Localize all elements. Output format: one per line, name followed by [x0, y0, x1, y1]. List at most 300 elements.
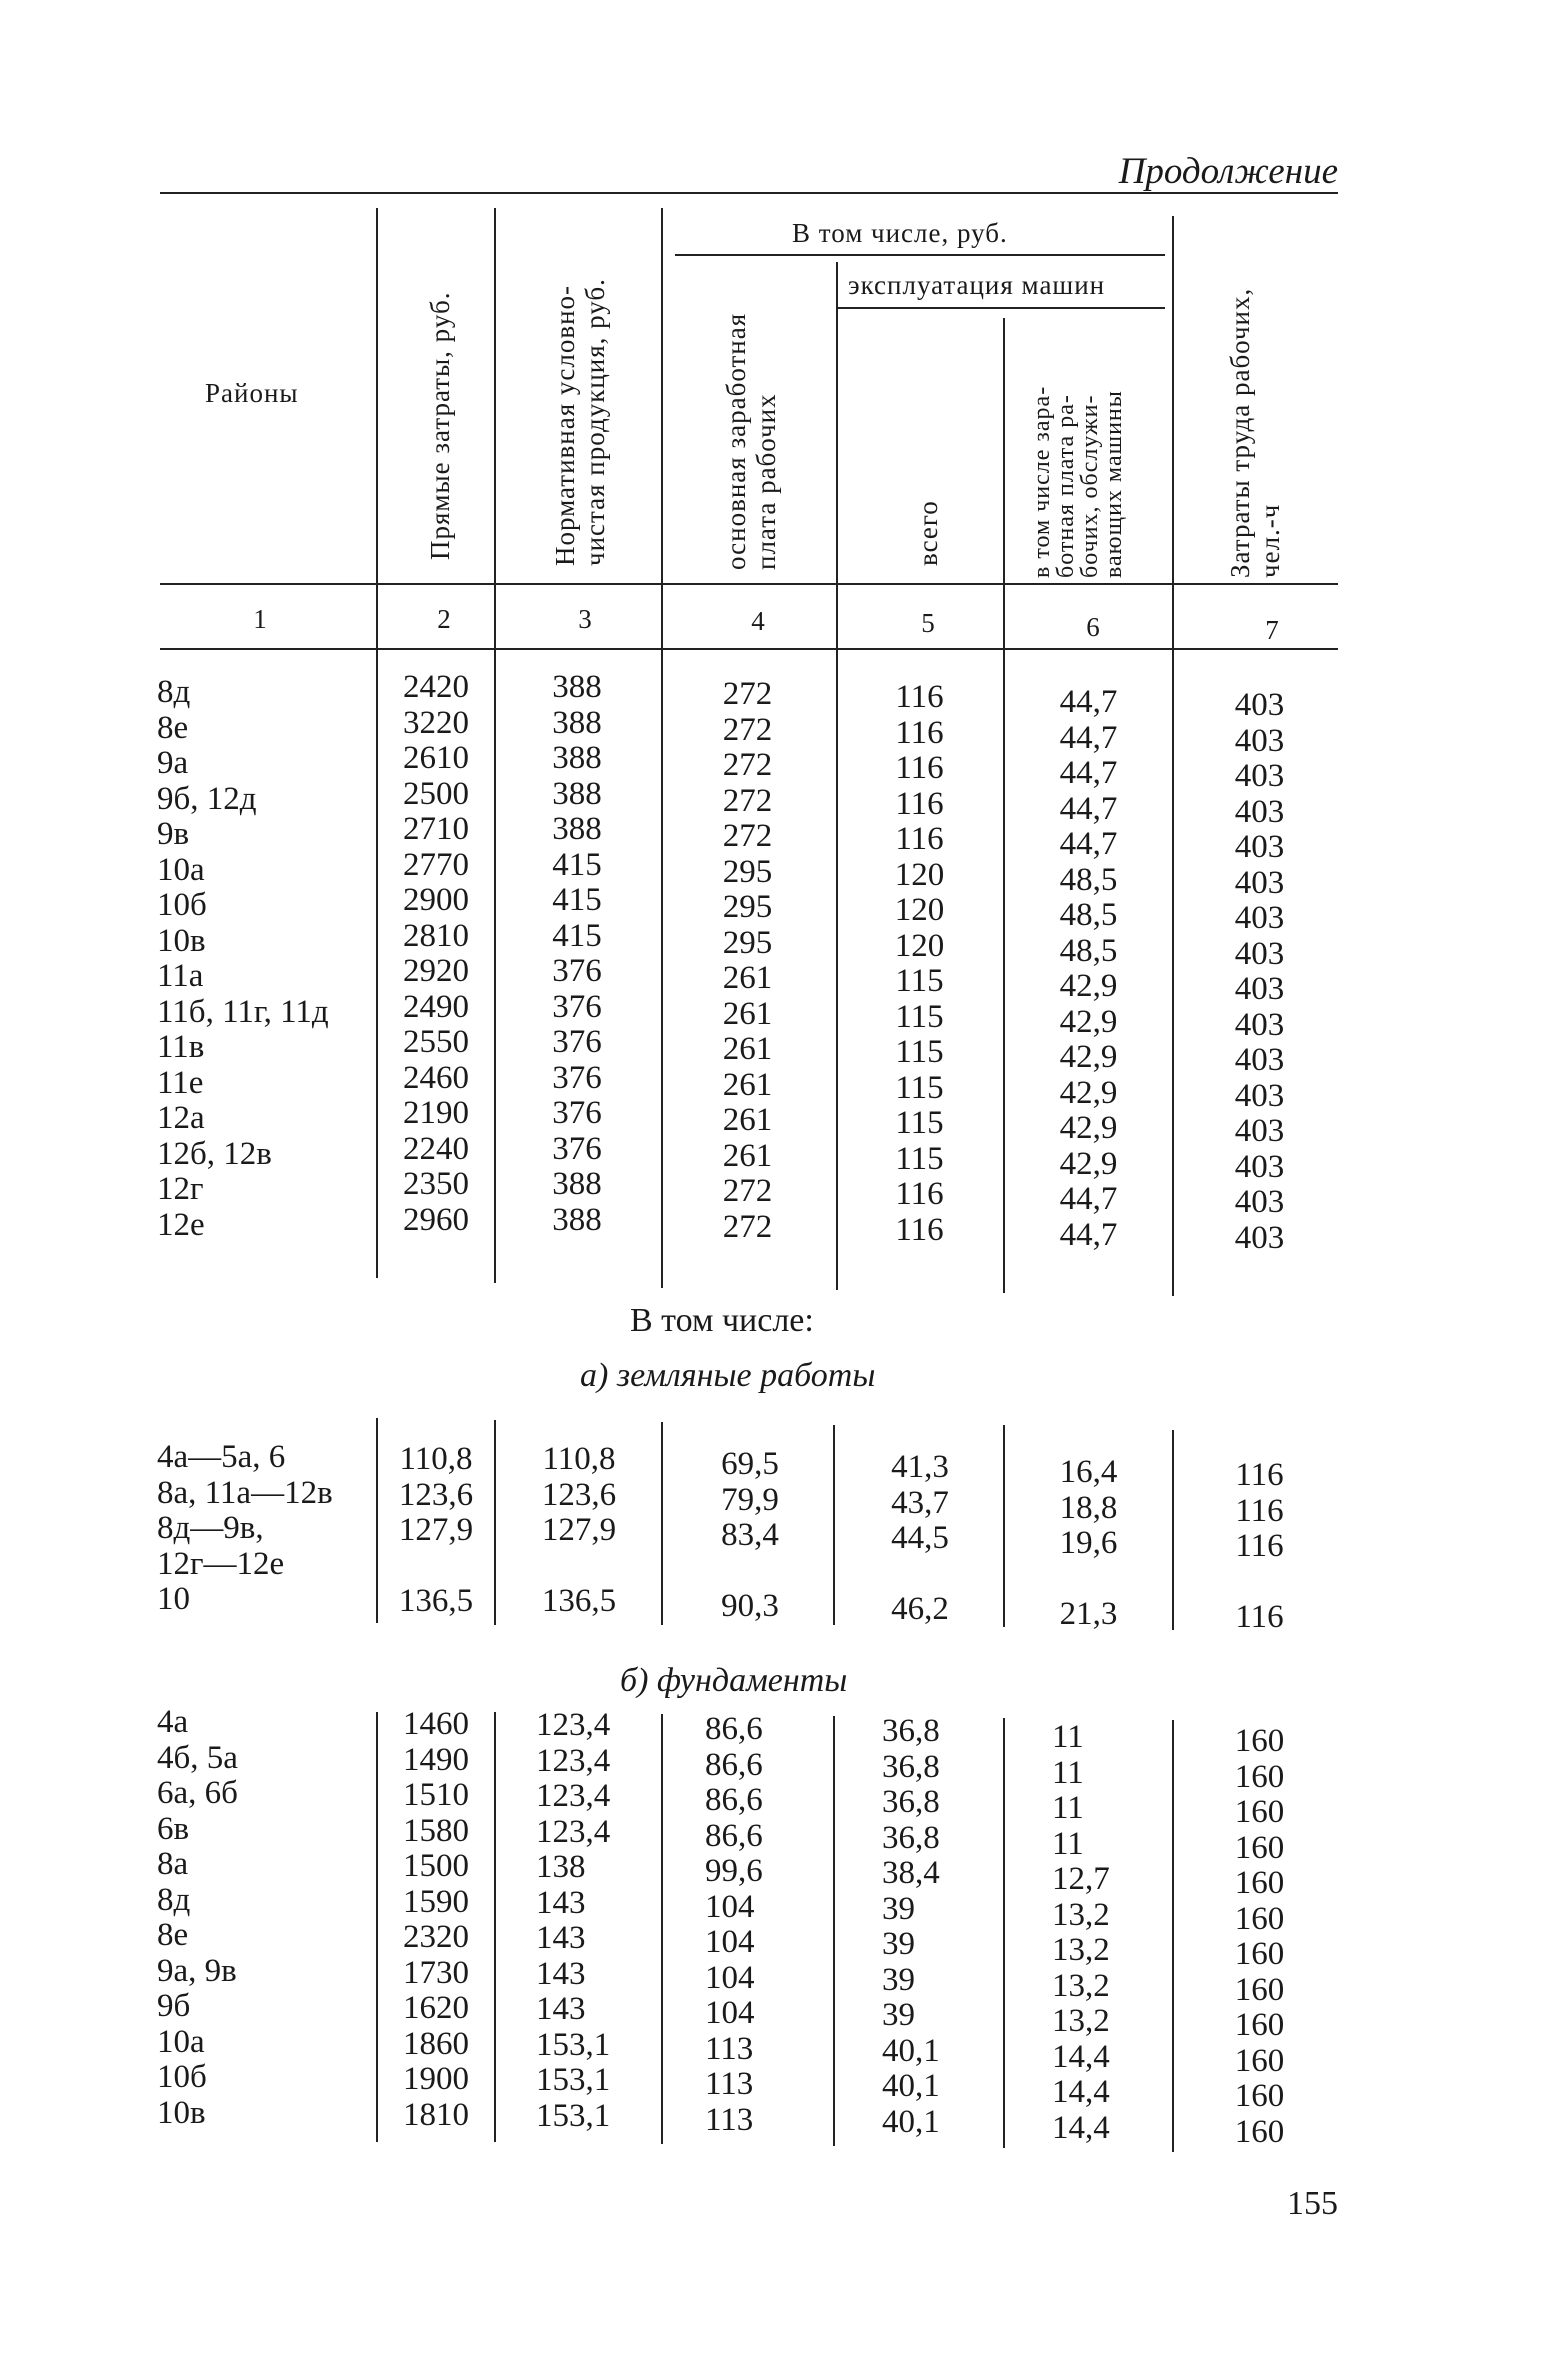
a-col-4 — [700, 1447, 800, 1625]
table-cell: 403 — [1234, 1219, 1285, 1256]
b-col-4 — [705, 1712, 820, 2138]
table-cell: 40,1 — [882, 2068, 940, 2104]
table-cell: 10б — [157, 2059, 207, 2095]
table-cell: 403 — [1234, 1006, 1285, 1043]
table-cell: 12,7 — [1052, 1861, 1110, 1897]
header-labor-line1: Затраты труда рабочих, — [1225, 287, 1255, 578]
table-cell: 2770 — [403, 846, 469, 883]
header-wage-line2: плата рабочих — [751, 393, 781, 570]
table-cell: 388 — [552, 775, 602, 812]
table-cell: 113 — [705, 2066, 754, 2102]
colnum-2: 2 — [437, 604, 451, 634]
table-cell: 160 — [1234, 2113, 1285, 2150]
table-cell: 6в — [157, 1810, 190, 1847]
table-cell: 1510 — [403, 1777, 469, 1813]
table-cell: 42,9 — [1059, 1039, 1118, 1075]
table-cell: 42,9 — [1059, 1145, 1118, 1182]
table-cell: 8е — [157, 1917, 189, 1953]
a-col-3 — [528, 1442, 630, 1620]
b-vline-5 — [1003, 1718, 1005, 2148]
colnum-6: 6 — [1086, 612, 1100, 642]
table-cell: 123,6 — [541, 1476, 617, 1513]
column-numbers-rule — [160, 648, 1338, 650]
table-cell: 403 — [1234, 1113, 1285, 1149]
a-vline-5 — [1003, 1425, 1005, 1627]
main-col-2 — [386, 670, 486, 1238]
table-cell: 261 — [722, 1031, 773, 1067]
table-cell: 3220 — [403, 704, 469, 741]
table-cell: 153,1 — [536, 2097, 611, 2134]
table-cell: 113 — [705, 2101, 754, 2138]
table-cell — [700, 1554, 800, 1590]
table-cell: 10в — [157, 922, 206, 959]
table-cell: 21,3 — [1059, 1596, 1118, 1632]
table-cell: 136,5 — [541, 1583, 617, 1619]
header-machine-wage-line1: в том числе зара- — [1029, 385, 1055, 578]
table-cell: 1860 — [403, 2025, 469, 2062]
table-cell: 295 — [722, 924, 773, 961]
vline-4 — [836, 262, 838, 1290]
b-vline-6 — [1172, 1720, 1174, 2152]
table-cell: 6а, 6б — [157, 1775, 238, 1811]
table-cell: 2320 — [403, 1919, 469, 1955]
table-cell: 403 — [1234, 1148, 1285, 1185]
table-cell: 40,1 — [882, 2103, 940, 2140]
table-cell: 115 — [895, 1069, 944, 1106]
table-cell: 403 — [1234, 1077, 1285, 1114]
table-cell: 403 — [1234, 900, 1285, 936]
table-cell: 123,4 — [536, 1813, 611, 1850]
a-col-7 — [1212, 1458, 1307, 1636]
table-cell: 376 — [552, 1059, 602, 1096]
vline-5 — [1003, 318, 1005, 1293]
table-cell: 110,8 — [399, 1441, 473, 1477]
table-cell: 160 — [1234, 2042, 1285, 2079]
table-cell: 160 — [1234, 1829, 1285, 1866]
table-cell: 14,4 — [1052, 2074, 1110, 2110]
b-vline-4 — [833, 1716, 835, 2146]
table-cell: 2610 — [403, 740, 469, 776]
table-cell: 160 — [1234, 1758, 1285, 1795]
section-b-title: б) фундаменты — [620, 1662, 848, 1699]
a-vline-1 — [376, 1418, 378, 1623]
table-cell: 12б, 12в — [157, 1135, 272, 1172]
continued-label: Продолжение — [1118, 151, 1338, 192]
table-cell: 1460 — [403, 1706, 469, 1742]
header-wage-line1: основная заработная — [721, 312, 751, 570]
table-cell: 11е — [157, 1064, 204, 1101]
main-col-6 — [1036, 685, 1141, 1253]
a-vline-4 — [833, 1425, 835, 1625]
table-cell: 113 — [705, 2030, 754, 2067]
b-col-6 — [1052, 1720, 1152, 2146]
table-cell: 42,9 — [1059, 1074, 1118, 1111]
table-cell: 1500 — [403, 1848, 469, 1884]
b-col-7 — [1212, 1724, 1307, 2150]
colnum-5: 5 — [921, 608, 935, 638]
table-cell: 11 — [1052, 1719, 1084, 1755]
a-col-regions — [157, 1440, 372, 1618]
table-cell: 295 — [722, 853, 773, 890]
table-cell: 69,5 — [721, 1446, 779, 1482]
table-cell: 120 — [894, 927, 945, 964]
table-cell: 376 — [552, 988, 602, 1025]
table-cell: 4а — [157, 1704, 189, 1740]
table-cell: 12г—12е — [157, 1545, 285, 1582]
table-cell: 261 — [722, 1102, 773, 1138]
table-cell: 120 — [894, 856, 945, 893]
table-cell: 388 — [552, 811, 602, 847]
including-label: В том числе: — [630, 1302, 814, 1339]
table-cell: 123,4 — [536, 1742, 611, 1779]
table-cell — [1212, 1565, 1307, 1601]
table-cell: 12г — [157, 1171, 204, 1207]
table-cell: 36,8 — [882, 1748, 940, 1785]
header-direct-costs: Прямые затраты, руб. — [425, 291, 455, 560]
table-cell: 8а — [157, 1846, 189, 1882]
table-cell: 403 — [1234, 864, 1285, 901]
table-cell: 160 — [1234, 1865, 1285, 1901]
header-labor-line2: чел.-ч — [1255, 503, 1285, 578]
table-cell: 13,2 — [1052, 1896, 1110, 1933]
table-cell: 13,2 — [1052, 1932, 1110, 1968]
table-cell: 115 — [895, 963, 944, 999]
table-cell: 13,2 — [1052, 1967, 1110, 2004]
table-cell: 11в — [157, 1029, 205, 1065]
table-cell: 1730 — [403, 1954, 469, 1991]
b-vline-1 — [376, 1712, 378, 2142]
table-cell: 376 — [552, 1024, 602, 1060]
table-cell: 39 — [882, 1890, 915, 1927]
table-cell: 9б — [157, 1988, 191, 2024]
a-vline-2 — [494, 1420, 496, 1625]
table-cell: 1590 — [403, 1883, 469, 1920]
table-cell: 116 — [895, 785, 944, 822]
table-cell: 86,6 — [705, 1782, 763, 1818]
table-cell: 160 — [1234, 1794, 1285, 1830]
table-cell: 388 — [552, 669, 602, 705]
table-cell: 272 — [722, 1173, 773, 1209]
table-cell: 11б, 11г, 11д — [157, 993, 329, 1030]
table-cell: 153,1 — [536, 2062, 611, 2098]
table-cell: 272 — [722, 818, 773, 854]
table-cell: 48,5 — [1059, 897, 1118, 933]
table-cell: 42,9 — [1059, 1003, 1118, 1040]
table-cell: 39 — [882, 1997, 915, 2033]
table-cell: 415 — [552, 846, 602, 883]
b-col-regions — [157, 1705, 372, 2131]
table-cell: 19,6 — [1059, 1525, 1118, 1561]
table-cell: 44,7 — [1059, 755, 1118, 791]
main-col-5 — [872, 680, 967, 1248]
table-cell: 11 — [1052, 1790, 1084, 1826]
table-cell — [384, 1549, 488, 1585]
table-cell: 13,2 — [1052, 2003, 1110, 2039]
table-cell: 376 — [552, 953, 602, 989]
table-cell: 1900 — [403, 2061, 469, 2097]
table-cell: 8е — [157, 709, 189, 746]
table-cell: 83,4 — [721, 1517, 779, 1553]
table-cell: 272 — [722, 747, 773, 783]
table-cell: 46,2 — [891, 1591, 949, 1627]
vline-1 — [376, 208, 378, 1278]
header-normative-line1: Нормативная условно- — [550, 284, 580, 566]
table-cell: 388 — [552, 740, 602, 776]
table-cell: 2190 — [403, 1095, 469, 1131]
table-cell: 116 — [895, 1211, 944, 1248]
table-cell: 8д — [157, 674, 191, 710]
table-cell: 403 — [1234, 793, 1285, 830]
table-cell: 116 — [895, 750, 944, 786]
table-cell: 1580 — [403, 1812, 469, 1849]
table-cell: 10б — [157, 887, 207, 923]
vline-3 — [661, 208, 663, 1288]
table-cell: 11а — [157, 958, 204, 994]
table-cell: 143 — [536, 1920, 586, 1956]
table-cell: 272 — [722, 1208, 773, 1245]
table-cell: 376 — [552, 1095, 602, 1131]
main-col-regions — [157, 675, 367, 1243]
table-cell: 9в — [157, 816, 190, 852]
table-cell: 115 — [895, 1034, 944, 1070]
table-cell: 12а — [157, 1100, 205, 1136]
colnum-1: 1 — [253, 604, 267, 634]
table-cell: 86,6 — [705, 1746, 763, 1783]
table-cell: 90,3 — [721, 1588, 779, 1624]
table-cell: 8а, 11а—12в — [157, 1474, 333, 1511]
table-cell: 160 — [1234, 1936, 1285, 1972]
table-cell: 44,7 — [1059, 719, 1118, 756]
table-cell: 9а — [157, 745, 189, 781]
table-cell: 104 — [705, 1888, 755, 1925]
table-cell: 86,6 — [705, 1817, 763, 1854]
table-cell: 44,7 — [1059, 790, 1118, 827]
table-cell: 8д — [157, 1881, 191, 1918]
table-cell: 2900 — [403, 882, 469, 918]
table-cell: 127,9 — [541, 1512, 617, 1548]
table-cell: 116 — [895, 679, 944, 715]
table-cell: 8д—9в, — [157, 1510, 264, 1546]
table-cell: 116 — [895, 821, 944, 857]
table-cell: 388 — [552, 704, 602, 741]
table-cell: 10а — [157, 2023, 205, 2060]
table-cell: 403 — [1234, 758, 1285, 794]
table-cell: 9б, 12д — [157, 780, 257, 817]
table-cell: 123,4 — [536, 1707, 611, 1743]
a-col-6 — [1036, 1455, 1141, 1633]
table-cell: 2460 — [403, 1059, 469, 1096]
table-cell: 272 — [722, 676, 773, 712]
table-cell: 160 — [1234, 2007, 1285, 2043]
table-cell: 4б, 5а — [157, 1739, 238, 1776]
table-cell: 9а, 9в — [157, 1952, 237, 1989]
table-cell: 120 — [894, 892, 945, 928]
table-cell: 415 — [552, 882, 602, 918]
table-cell: 99,6 — [705, 1853, 763, 1889]
table-cell: 388 — [552, 1166, 602, 1202]
main-col-4 — [700, 677, 795, 1245]
colnum-3: 3 — [578, 604, 592, 634]
table-cell: 261 — [722, 995, 773, 1032]
table-cell: 104 — [705, 1959, 755, 1996]
main-col-3 — [532, 670, 622, 1238]
table-cell: 136,5 — [398, 1583, 474, 1619]
table-cell: 272 — [722, 782, 773, 819]
table-cell: 261 — [722, 1137, 773, 1174]
table-cell: 160 — [1234, 1723, 1285, 1759]
table-cell: 160 — [1234, 1900, 1285, 1937]
table-cell: 116 — [895, 1176, 944, 1212]
table-cell: 39 — [882, 1961, 915, 1998]
colnum-4: 4 — [751, 606, 765, 636]
table-cell: 160 — [1234, 2078, 1285, 2114]
vline-6 — [1172, 216, 1174, 1296]
b-vline-3 — [661, 1714, 663, 2144]
table-cell — [870, 1557, 970, 1593]
table-cell: 143 — [536, 1991, 586, 2027]
main-col-7 — [1212, 688, 1307, 1256]
table-cell: 115 — [895, 998, 944, 1035]
table-cell: 18,8 — [1059, 1489, 1118, 1526]
table-cell: 86,6 — [705, 1711, 763, 1747]
table-cell: 1810 — [403, 2096, 469, 2133]
table-cell: 2920 — [403, 953, 469, 989]
table-cell: 10в — [157, 2094, 206, 2131]
table-cell: 143 — [536, 1884, 586, 1921]
table-cell: 10а — [157, 851, 205, 888]
table-cell: 272 — [722, 711, 773, 748]
b-vline-2 — [494, 1712, 496, 2142]
table-cell: 104 — [705, 1995, 755, 2031]
header-regions: Районы — [205, 378, 299, 408]
machines-rule — [837, 307, 1165, 309]
header-bottom-rule — [160, 583, 1338, 585]
table-cell: 261 — [722, 1066, 773, 1103]
table-cell: 261 — [722, 960, 773, 996]
table-cell: 116 — [895, 714, 944, 751]
table-cell: 123,6 — [398, 1476, 474, 1513]
table-cell: 160 — [1234, 1971, 1285, 2008]
table-cell: 4а—5а, 6 — [157, 1439, 286, 1475]
table-cell: 42,9 — [1059, 1110, 1118, 1146]
table-cell: 2240 — [403, 1130, 469, 1167]
table-cell: 10 — [157, 1581, 190, 1617]
group-rule — [675, 254, 1165, 256]
table-cell: 123,4 — [536, 1778, 611, 1814]
table-cell: 36,8 — [882, 1819, 940, 1856]
table-cell: 12е — [157, 1206, 205, 1243]
table-cell: 39 — [882, 1926, 915, 1962]
header-machines: эксплуатация машин — [848, 270, 1106, 300]
vline-2 — [494, 208, 496, 1283]
a-vline-3 — [661, 1422, 663, 1625]
table-cell: 403 — [1234, 722, 1285, 759]
a-col-5 — [870, 1450, 970, 1628]
table-cell: 44,7 — [1059, 684, 1118, 720]
header-machine-wage-line2: ботная плата ра- — [1053, 394, 1079, 578]
table-cell: 376 — [552, 1130, 602, 1167]
table-cell: 388 — [552, 1201, 602, 1238]
table-cell: 48,5 — [1059, 932, 1118, 969]
table-cell: 1620 — [403, 1990, 469, 2026]
b-col-3 — [536, 1708, 646, 2134]
table-cell: 11 — [1052, 1754, 1084, 1791]
table-cell: 403 — [1234, 935, 1285, 972]
colnum-7: 7 — [1265, 615, 1279, 645]
table-cell: 116 — [1235, 1599, 1284, 1635]
table-cell: 42,9 — [1059, 968, 1118, 1004]
table-cell: 403 — [1234, 971, 1285, 1007]
table-cell: 2420 — [403, 669, 469, 705]
table-cell: 104 — [705, 1924, 755, 1960]
table-cell: 415 — [552, 917, 602, 954]
table-cell: 44,7 — [1059, 1216, 1118, 1253]
table-cell: 14,4 — [1052, 2038, 1110, 2075]
table-cell: 143 — [536, 1955, 586, 1992]
table-cell: 403 — [1234, 1184, 1285, 1220]
b-col-5 — [882, 1714, 982, 2140]
table-cell: 48,5 — [1059, 861, 1118, 898]
table-cell: 403 — [1234, 687, 1285, 723]
table-cell: 2960 — [403, 1201, 469, 1238]
table-cell: 138 — [536, 1849, 586, 1885]
table-cell — [528, 1549, 630, 1585]
table-cell: 153,1 — [536, 2026, 611, 2063]
table-top-rule — [160, 192, 1338, 194]
header-machine-wage-line3: бочих, обслужи- — [1077, 394, 1103, 578]
table-cell: 116 — [1235, 1528, 1284, 1564]
section-a-title: а) земляные работы — [580, 1357, 876, 1394]
table-cell: 11 — [1052, 1825, 1084, 1862]
table-cell: 116 — [1235, 1457, 1284, 1493]
table-cell: 1490 — [403, 1741, 469, 1778]
table-cell: 403 — [1234, 829, 1285, 865]
table-cell: 16,4 — [1059, 1454, 1118, 1490]
table-cell: 44,5 — [891, 1520, 949, 1556]
a-vline-6 — [1172, 1430, 1174, 1630]
table-cell: 40,1 — [882, 2032, 940, 2069]
table-cell: 43,7 — [891, 1484, 949, 1521]
header-machine-wage-line4: вающих машины — [1101, 390, 1127, 578]
table-cell: 44,7 — [1059, 1181, 1118, 1217]
table-cell: 2710 — [403, 811, 469, 847]
table-cell: 110,8 — [542, 1441, 616, 1477]
page-number: 155 — [1287, 2185, 1338, 2222]
table-cell: 2550 — [403, 1024, 469, 1060]
table-cell: 2350 — [403, 1166, 469, 1202]
table-cell: 14,4 — [1052, 2109, 1110, 2146]
table-cell: 38,4 — [882, 1855, 940, 1891]
a-col-2 — [384, 1442, 488, 1620]
header-total: всего — [913, 500, 943, 566]
table-cell: 41,3 — [891, 1449, 949, 1485]
table-cell: 403 — [1234, 1042, 1285, 1078]
header-group: В том числе, руб. — [792, 218, 1008, 248]
header-normative-line2: чистая продукция, руб. — [580, 278, 610, 566]
table-cell: 116 — [1235, 1492, 1284, 1529]
table-cell: 295 — [722, 889, 773, 925]
table-cell: 115 — [895, 1105, 944, 1141]
table-cell: 36,8 — [882, 1713, 940, 1749]
table-cell: 2810 — [403, 917, 469, 954]
table-cell: 2490 — [403, 988, 469, 1025]
b-col-2 — [384, 1707, 488, 2133]
table-cell: 115 — [895, 1140, 944, 1177]
table-cell: 2500 — [403, 775, 469, 812]
table-cell: 79,9 — [721, 1481, 779, 1518]
table-cell: 36,8 — [882, 1784, 940, 1820]
table-cell: 127,9 — [398, 1512, 474, 1548]
